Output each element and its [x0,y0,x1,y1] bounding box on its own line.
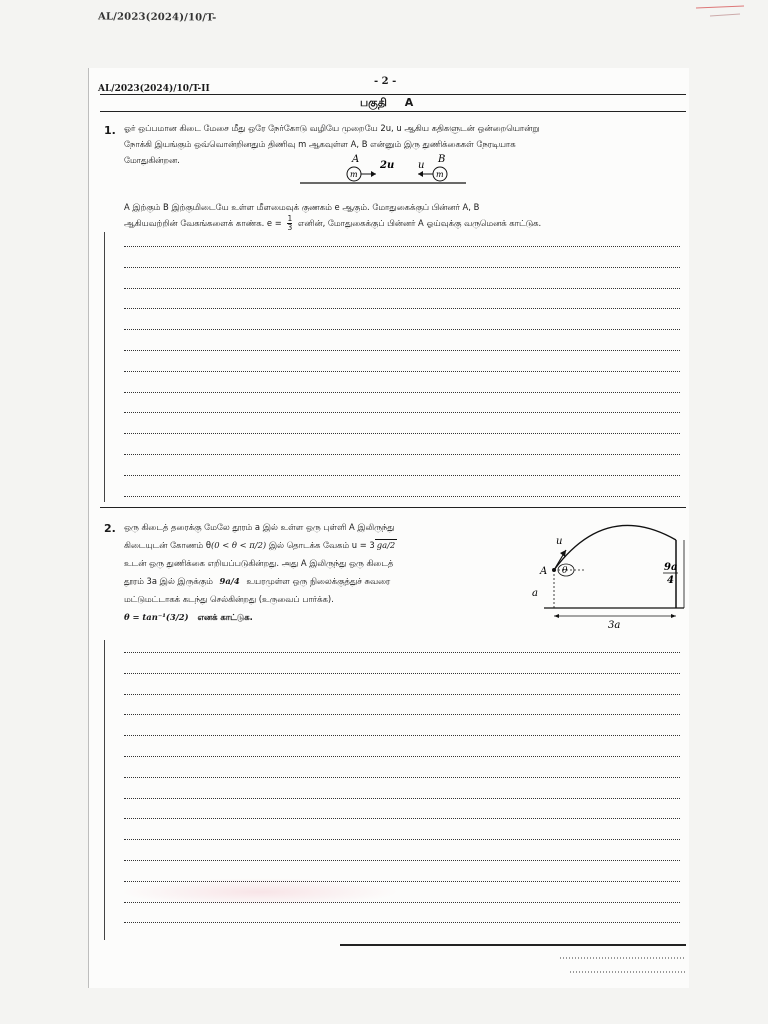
q1-label-a: A [352,154,360,165]
answer-line[interactable] [124,267,680,268]
answer-line[interactable] [124,329,680,330]
section-title [360,96,413,111]
top-exam-code: AL/2023(2024)/10/T- [97,11,217,24]
trajectory-curve [554,525,676,570]
answer-line[interactable] [124,652,680,653]
q2-u-label: u [556,536,563,547]
q1-label-b: B [438,154,446,165]
q2-theta-condition: (0 < θ < π/2) [210,540,267,550]
q2-line: தூரம் 3a இல் இருக்கும் 9a/4 உயரமுள்ள ஒரு நிலைக்குத்துச் சுவரை [124,576,391,586]
q2-projectile-figure [526,520,690,632]
q1-mass-a: m [350,170,358,179]
answer-line[interactable] [124,818,680,819]
margin-line-q2 [104,640,105,940]
answer-line[interactable] [124,756,680,757]
q1-speed-b: u [418,160,425,171]
margin-line-q1 [104,232,105,502]
answer-line[interactable] [124,777,680,778]
q1-mass-b: m [436,170,444,179]
q1-collision-figure [290,150,470,188]
answer-line[interactable] [124,673,680,674]
q2-wall-den: 4 [667,575,674,586]
corner-marks [690,2,750,26]
q2-line: கிடையுடன் கோணம் θ(0 < θ < π/2) இல் தொடக்க வேகம் u = 3 ga/2 [124,540,396,550]
answer-line[interactable] [124,246,680,247]
q1-line: நோக்கி இயங்கும் ஒவ்வொன்றினதும் திணிவு m ஆகவுள்ள A, B என்னும் இரு துணிக்கைகள் நேரடியாக [124,139,516,149]
answer-line[interactable] [124,454,680,455]
q2-dist-label: 3a [608,620,621,631]
q1-speed-a: 2u [380,160,395,171]
answer-line[interactable] [124,798,680,799]
q1-line: ஆகியவற்றின் வேகங்களைக் காண்க. e = $\frac{1}{3}$ எனின், மோதுகைக்குப் பின்னர் A ஓய்வுக்கு வருமெனக் காட்டுக. [124,214,542,232]
section-word: பகுதி [360,96,387,109]
answer-line[interactable] [124,350,680,351]
q2-a-label: A [540,566,548,577]
answer-line[interactable] [124,371,680,372]
answer-line[interactable] [124,714,680,715]
page-number: - 2 - [374,76,397,87]
q2-line: θ = tan⁻¹(3/2) எனக் காட்டுக. [124,612,253,622]
q1-number: 1. [104,124,116,137]
section-letter: A [404,96,414,109]
answer-line[interactable] [124,839,680,840]
q1-line: ஓர் ஒப்பமான கிடை மேசை மீது ஒரே நேர்கோடு வழியே முறையே 2u, u ஆகிய கதிகளுடன் ஒன்றையொன்று [124,123,540,133]
page-bottom-rule [340,944,686,946]
q2-wall-num: 9a [664,562,678,573]
q1-e-fraction: $\frac{1}{3}$ [287,214,293,232]
answer-line[interactable] [124,860,680,861]
answer-line[interactable] [124,735,680,736]
answer-line[interactable] [124,433,680,434]
q2-theta-label: θ [562,566,568,576]
q2-line: மட்டுமட்டாகக் கடந்து செல்கின்றது (உருவைப் பார்க்க). [124,594,334,604]
answer-line[interactable] [124,475,680,476]
q2-wall-height: 9a/4 [219,576,240,586]
answer-line[interactable] [124,308,680,309]
q2-number: 2. [104,522,116,535]
q2-text [124,518,524,626]
answer-line[interactable] [124,496,680,497]
arrowhead-left-icon [418,171,423,177]
q1-line: மோதுகின்றன. [124,155,180,165]
smudge-mark [120,878,400,906]
q2-sqrt: ga/2 [376,540,396,550]
page-exam-code: AL/2023(2024)/10/T-II [98,84,210,94]
answer-line[interactable] [124,288,680,289]
q2-line: உடன் ஒரு துணிக்கை எறியப்படுகின்றது. அது A இலிருந்து ஒரு கிடைத் [124,558,394,568]
question-divider [100,507,686,508]
q2-height-a: a [532,588,538,599]
answer-line[interactable] [124,694,680,695]
q1-text-2 [124,199,686,232]
arrowhead-right-icon [371,171,376,177]
answer-line[interactable] [124,412,680,413]
q2-line: ஒரு கிடைத் தரைக்கு மேலே தூரம் a இல் உள்ள ஒரு புள்ளி A இலிருந்து [124,522,395,532]
answer-line[interactable] [124,392,680,393]
q1-line: A இற்கும் B இற்குமிடையே உள்ள மீளமைவுக் குணகம் e ஆகும். மோதுகைக்குப் பின்னர் A, B [124,202,480,212]
bottom-dotted-lines [560,950,686,980]
answer-line[interactable] [124,922,680,923]
